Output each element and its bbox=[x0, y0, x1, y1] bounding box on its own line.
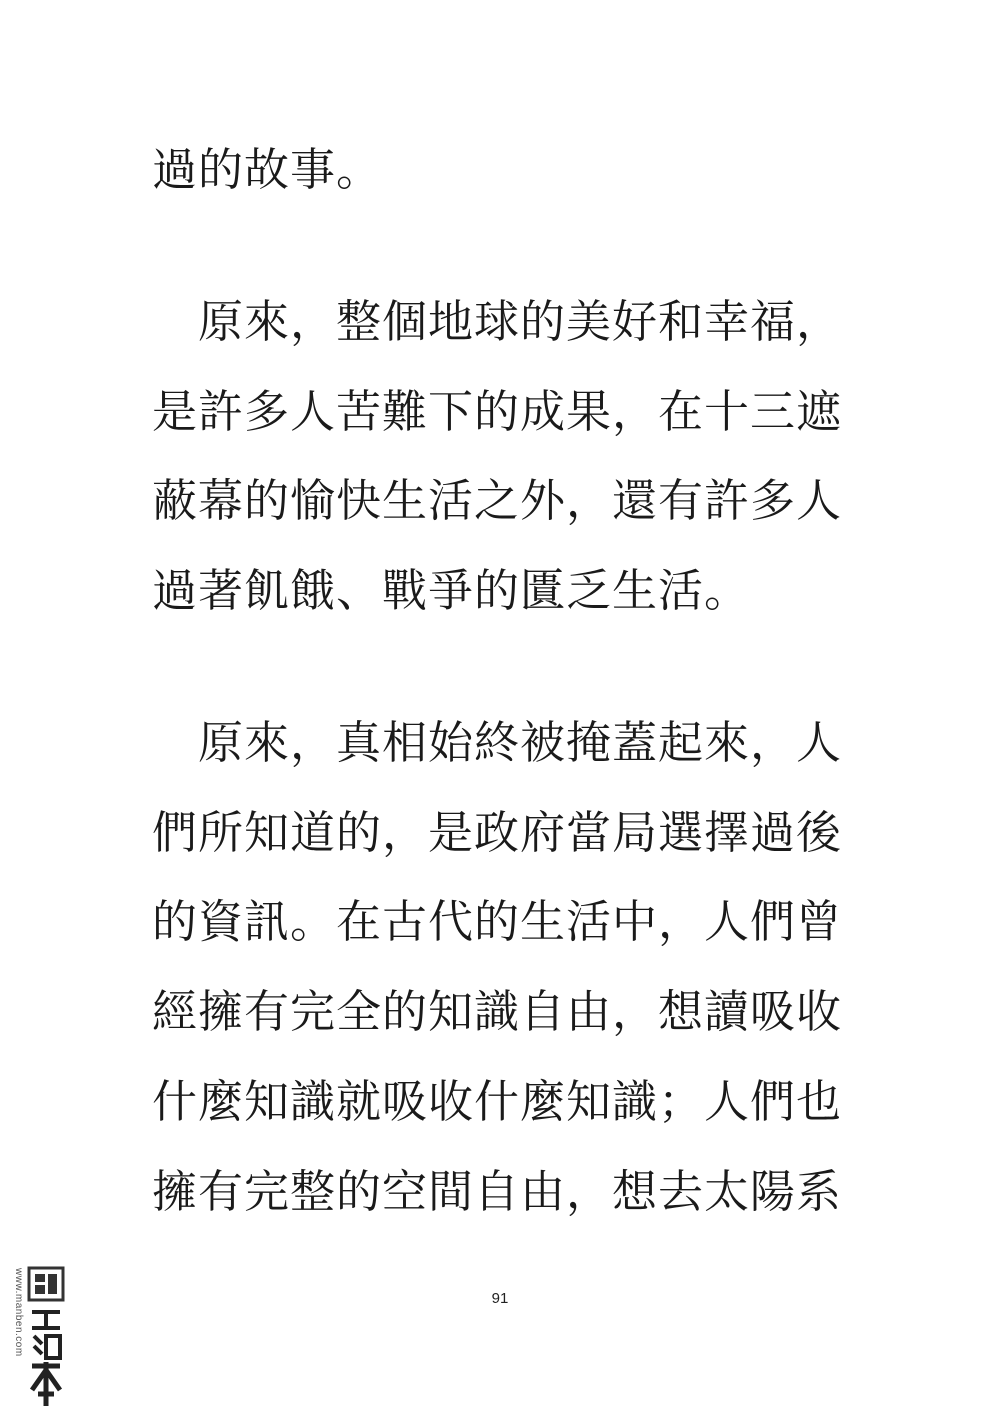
watermark-url: www.manben.com bbox=[13, 1268, 24, 1357]
text-line: 什麼知識就吸收什麼知識；人們也 bbox=[152, 1075, 843, 1128]
watermark bbox=[0, 1262, 70, 1414]
text-line: 是許多人苦難下的成果，在十三遮 bbox=[152, 385, 843, 438]
text-line: 們所知道的，是政府當局選擇過後 bbox=[152, 806, 843, 859]
text-line: 擁有完整的空間自由，想去太陽系 bbox=[152, 1165, 843, 1218]
text-line: 經擁有完全的知識自由，想讀吸收 bbox=[152, 985, 843, 1038]
text-line: 原來，整個地球的美好和幸福， bbox=[152, 295, 843, 348]
text-line: 蔽幕的愉快生活之外，還有許多人 bbox=[152, 474, 843, 527]
text-line: 過的故事。 bbox=[152, 143, 383, 196]
text-line: 原來，真相始終被掩蓋起來，人 bbox=[152, 716, 843, 769]
text-line: 過著飢餓、戰爭的匱乏生活。 bbox=[152, 564, 751, 617]
page-number: 91 bbox=[491, 1290, 509, 1307]
text-line: 的資訊。在古代的生活中，人們曾 bbox=[152, 895, 843, 948]
watermark-logo-icon bbox=[26, 1266, 66, 1410]
